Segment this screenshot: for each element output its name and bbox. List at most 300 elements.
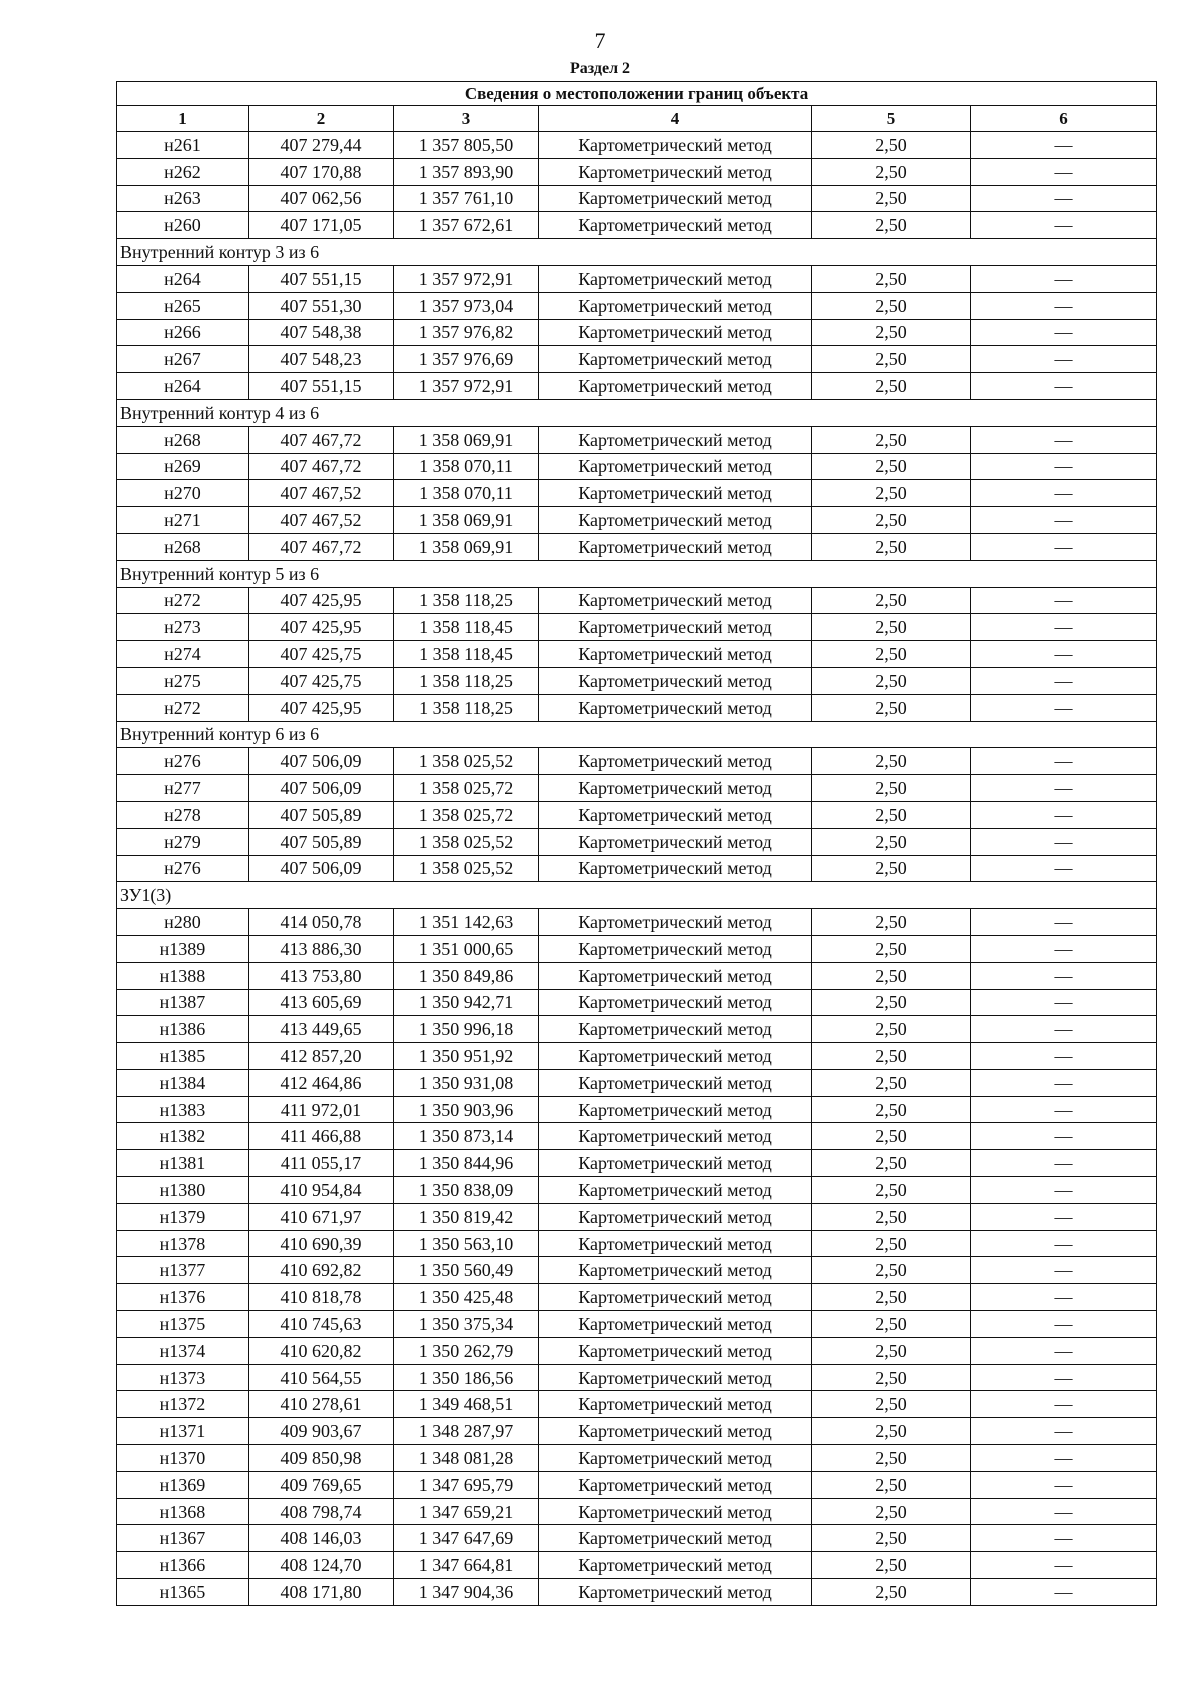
description-cell: — xyxy=(971,748,1157,775)
description-cell: — xyxy=(971,962,1157,989)
x-coordinate-cell: 408 171,80 xyxy=(249,1579,394,1606)
description-cell: — xyxy=(971,1230,1157,1257)
method-cell: Картометрический метод xyxy=(539,1257,812,1284)
table-row xyxy=(117,265,1157,292)
x-coordinate-cell: 414 050,78 xyxy=(249,909,394,936)
accuracy-cell: 2,50 xyxy=(812,1498,971,1525)
accuracy-cell: 2,50 xyxy=(812,1284,971,1311)
description-cell: — xyxy=(971,480,1157,507)
description-cell: — xyxy=(971,667,1157,694)
point-id-cell: н1388 xyxy=(117,962,249,989)
accuracy-cell: 2,50 xyxy=(812,185,971,212)
accuracy-cell: 2,50 xyxy=(812,801,971,828)
point-id-cell: н1378 xyxy=(117,1230,249,1257)
y-coordinate-cell: 1 357 976,69 xyxy=(394,346,539,373)
point-id-cell: н269 xyxy=(117,453,249,480)
point-id-cell: н276 xyxy=(117,855,249,882)
method-cell: Картометрический метод xyxy=(539,1445,812,1472)
x-coordinate-cell: 410 954,84 xyxy=(249,1177,394,1204)
y-coordinate-cell: 1 358 025,72 xyxy=(394,801,539,828)
description-cell: — xyxy=(971,212,1157,239)
contour-header-row xyxy=(117,721,1157,748)
contour-header-row xyxy=(117,560,1157,587)
method-cell: Картометрический метод xyxy=(539,319,812,346)
x-coordinate-cell: 410 690,39 xyxy=(249,1230,394,1257)
accuracy-cell: 2,50 xyxy=(812,533,971,560)
table-caption-row xyxy=(117,82,1157,106)
accuracy-cell: 2,50 xyxy=(812,962,971,989)
table-row xyxy=(117,801,1157,828)
point-id-cell: н263 xyxy=(117,185,249,212)
table-row xyxy=(117,1552,1157,1579)
method-cell: Картометрический метод xyxy=(539,1525,812,1552)
point-id-cell: н264 xyxy=(117,265,249,292)
method-cell: Картометрический метод xyxy=(539,1069,812,1096)
contour-label: ЗУ1(3) xyxy=(117,882,1157,909)
point-id-cell: н1375 xyxy=(117,1311,249,1338)
y-coordinate-cell: 1 358 118,45 xyxy=(394,614,539,641)
point-id-cell: н1381 xyxy=(117,1150,249,1177)
page-number: 7 xyxy=(594,28,606,53)
point-id-cell: н1377 xyxy=(117,1257,249,1284)
table-row xyxy=(117,1069,1157,1096)
accuracy-cell: 2,50 xyxy=(812,587,971,614)
y-coordinate-cell: 1 347 659,21 xyxy=(394,1498,539,1525)
boundary-table xyxy=(116,81,1157,1606)
accuracy-cell: 2,50 xyxy=(812,1364,971,1391)
accuracy-cell: 2,50 xyxy=(812,1552,971,1579)
x-coordinate-cell: 407 171,05 xyxy=(249,212,394,239)
y-coordinate-cell: 1 358 118,25 xyxy=(394,587,539,614)
point-id-cell: н1383 xyxy=(117,1096,249,1123)
point-id-cell: н262 xyxy=(117,158,249,185)
accuracy-cell: 2,50 xyxy=(812,1391,971,1418)
accuracy-cell: 2,50 xyxy=(812,1311,971,1338)
description-cell: — xyxy=(971,1391,1157,1418)
method-cell: Картометрический метод xyxy=(539,614,812,641)
y-coordinate-cell: 1 350 375,34 xyxy=(394,1311,539,1338)
x-coordinate-cell: 408 798,74 xyxy=(249,1498,394,1525)
description-cell: — xyxy=(971,426,1157,453)
table-row xyxy=(117,1525,1157,1552)
method-cell: Картометрический метод xyxy=(539,641,812,668)
table-row xyxy=(117,185,1157,212)
y-coordinate-cell: 1 350 942,71 xyxy=(394,989,539,1016)
description-cell: — xyxy=(971,453,1157,480)
y-coordinate-cell: 1 358 070,11 xyxy=(394,453,539,480)
table-row xyxy=(117,507,1157,534)
table-row xyxy=(117,1150,1157,1177)
accuracy-cell: 2,50 xyxy=(812,292,971,319)
table-row xyxy=(117,453,1157,480)
description-cell: — xyxy=(971,1069,1157,1096)
method-cell: Картометрический метод xyxy=(539,426,812,453)
description-cell: — xyxy=(971,132,1157,159)
description-cell: — xyxy=(971,158,1157,185)
point-id-cell: н272 xyxy=(117,694,249,721)
point-id-cell: н1365 xyxy=(117,1579,249,1606)
point-id-cell: н1372 xyxy=(117,1391,249,1418)
y-coordinate-cell: 1 357 973,04 xyxy=(394,292,539,319)
description-cell: — xyxy=(971,1043,1157,1070)
description-cell: — xyxy=(971,801,1157,828)
y-coordinate-cell: 1 347 695,79 xyxy=(394,1471,539,1498)
method-cell: Картометрический метод xyxy=(539,1498,812,1525)
x-coordinate-cell: 410 745,63 xyxy=(249,1311,394,1338)
y-coordinate-cell: 1 357 805,50 xyxy=(394,132,539,159)
y-coordinate-cell: 1 358 025,52 xyxy=(394,748,539,775)
method-cell: Картометрический метод xyxy=(539,1364,812,1391)
x-coordinate-cell: 408 124,70 xyxy=(249,1552,394,1579)
x-coordinate-cell: 407 505,89 xyxy=(249,828,394,855)
point-id-cell: н273 xyxy=(117,614,249,641)
point-id-cell: н276 xyxy=(117,748,249,775)
y-coordinate-cell: 1 350 849,86 xyxy=(394,962,539,989)
method-cell: Картометрический метод xyxy=(539,1471,812,1498)
point-id-cell: н277 xyxy=(117,775,249,802)
accuracy-cell: 2,50 xyxy=(812,775,971,802)
description-cell: — xyxy=(971,1525,1157,1552)
table-row xyxy=(117,1284,1157,1311)
x-coordinate-cell: 410 620,82 xyxy=(249,1337,394,1364)
point-id-cell: н1373 xyxy=(117,1364,249,1391)
y-coordinate-cell: 1 347 904,36 xyxy=(394,1579,539,1606)
accuracy-cell: 2,50 xyxy=(812,453,971,480)
column-number: 2 xyxy=(249,106,394,132)
description-cell: — xyxy=(971,935,1157,962)
description-cell: — xyxy=(971,1418,1157,1445)
y-coordinate-cell: 1 347 664,81 xyxy=(394,1552,539,1579)
accuracy-cell: 2,50 xyxy=(812,426,971,453)
x-coordinate-cell: 410 671,97 xyxy=(249,1203,394,1230)
point-id-cell: н1379 xyxy=(117,1203,249,1230)
y-coordinate-cell: 1 350 262,79 xyxy=(394,1337,539,1364)
table-row xyxy=(117,1579,1157,1606)
method-cell: Картометрический метод xyxy=(539,1043,812,1070)
contour-label: Внутренний контур 3 из 6 xyxy=(117,239,1157,266)
point-id-cell: н1380 xyxy=(117,1177,249,1204)
contour-header-row xyxy=(117,399,1157,426)
point-id-cell: н1389 xyxy=(117,935,249,962)
point-id-cell: н1384 xyxy=(117,1069,249,1096)
method-cell: Картометрический метод xyxy=(539,533,812,560)
y-coordinate-cell: 1 358 118,25 xyxy=(394,694,539,721)
table-row xyxy=(117,855,1157,882)
point-id-cell: н268 xyxy=(117,426,249,453)
method-cell: Картометрический метод xyxy=(539,212,812,239)
point-id-cell: н265 xyxy=(117,292,249,319)
y-coordinate-cell: 1 349 468,51 xyxy=(394,1391,539,1418)
point-id-cell: н279 xyxy=(117,828,249,855)
column-number: 3 xyxy=(394,106,539,132)
x-coordinate-cell: 407 425,95 xyxy=(249,614,394,641)
accuracy-cell: 2,50 xyxy=(812,1230,971,1257)
table-row xyxy=(117,1337,1157,1364)
method-cell: Картометрический метод xyxy=(539,346,812,373)
table-row xyxy=(117,132,1157,159)
accuracy-cell: 2,50 xyxy=(812,373,971,400)
point-id-cell: н267 xyxy=(117,346,249,373)
table-row xyxy=(117,1445,1157,1472)
x-coordinate-cell: 407 551,30 xyxy=(249,292,394,319)
description-cell: — xyxy=(971,855,1157,882)
y-coordinate-cell: 1 357 761,10 xyxy=(394,185,539,212)
description-cell: — xyxy=(971,1445,1157,1472)
method-cell: Картометрический метод xyxy=(539,909,812,936)
y-coordinate-cell: 1 357 972,91 xyxy=(394,373,539,400)
description-cell: — xyxy=(971,1203,1157,1230)
description-cell: — xyxy=(971,775,1157,802)
method-cell: Картометрический метод xyxy=(539,989,812,1016)
x-coordinate-cell: 407 506,09 xyxy=(249,775,394,802)
y-coordinate-cell: 1 350 563,10 xyxy=(394,1230,539,1257)
method-cell: Картометрический метод xyxy=(539,1123,812,1150)
point-id-cell: н260 xyxy=(117,212,249,239)
description-cell: — xyxy=(971,1337,1157,1364)
accuracy-cell: 2,50 xyxy=(812,1525,971,1552)
section-title: Раздел 2 xyxy=(569,60,631,77)
method-cell: Картометрический метод xyxy=(539,667,812,694)
table-row xyxy=(117,1257,1157,1284)
x-coordinate-cell: 407 548,38 xyxy=(249,319,394,346)
y-coordinate-cell: 1 358 118,25 xyxy=(394,667,539,694)
accuracy-cell: 2,50 xyxy=(812,1177,971,1204)
table-row xyxy=(117,292,1157,319)
method-cell: Картометрический метод xyxy=(539,132,812,159)
description-cell: — xyxy=(971,641,1157,668)
table-row xyxy=(117,1016,1157,1043)
x-coordinate-cell: 411 055,17 xyxy=(249,1150,394,1177)
point-id-cell: н1368 xyxy=(117,1498,249,1525)
x-coordinate-cell: 408 146,03 xyxy=(249,1525,394,1552)
y-coordinate-cell: 1 350 996,18 xyxy=(394,1016,539,1043)
x-coordinate-cell: 413 753,80 xyxy=(249,962,394,989)
y-coordinate-cell: 1 358 025,72 xyxy=(394,775,539,802)
method-cell: Картометрический метод xyxy=(539,1230,812,1257)
y-coordinate-cell: 1 348 081,28 xyxy=(394,1445,539,1472)
method-cell: Картометрический метод xyxy=(539,828,812,855)
description-cell: — xyxy=(971,292,1157,319)
table-row xyxy=(117,962,1157,989)
description-cell: — xyxy=(971,265,1157,292)
description-cell: — xyxy=(971,614,1157,641)
method-cell: Картометрический метод xyxy=(539,158,812,185)
accuracy-cell: 2,50 xyxy=(812,1579,971,1606)
point-id-cell: н272 xyxy=(117,587,249,614)
accuracy-cell: 2,50 xyxy=(812,1471,971,1498)
point-id-cell: н275 xyxy=(117,667,249,694)
x-coordinate-cell: 407 425,95 xyxy=(249,587,394,614)
y-coordinate-cell: 1 357 672,61 xyxy=(394,212,539,239)
contour-header-row xyxy=(117,882,1157,909)
method-cell: Картометрический метод xyxy=(539,587,812,614)
table-row xyxy=(117,1498,1157,1525)
y-coordinate-cell: 1 347 647,69 xyxy=(394,1525,539,1552)
y-coordinate-cell: 1 350 819,42 xyxy=(394,1203,539,1230)
point-id-cell: н280 xyxy=(117,909,249,936)
x-coordinate-cell: 410 692,82 xyxy=(249,1257,394,1284)
accuracy-cell: 2,50 xyxy=(812,989,971,1016)
table-row xyxy=(117,1471,1157,1498)
table-row xyxy=(117,1418,1157,1445)
table-row xyxy=(117,346,1157,373)
y-coordinate-cell: 1 357 893,90 xyxy=(394,158,539,185)
method-cell: Картометрический метод xyxy=(539,775,812,802)
method-cell: Картометрический метод xyxy=(539,1337,812,1364)
description-cell: — xyxy=(971,1284,1157,1311)
method-cell: Картометрический метод xyxy=(539,694,812,721)
description-cell: — xyxy=(971,1311,1157,1338)
table-caption: Сведения о местоположении границ объекта xyxy=(117,82,1157,106)
column-number-row xyxy=(117,106,1157,132)
method-cell: Картометрический метод xyxy=(539,1579,812,1606)
point-id-cell: н278 xyxy=(117,801,249,828)
y-coordinate-cell: 1 350 425,48 xyxy=(394,1284,539,1311)
accuracy-cell: 2,50 xyxy=(812,1337,971,1364)
method-cell: Картометрический метод xyxy=(539,1150,812,1177)
point-id-cell: н1366 xyxy=(117,1552,249,1579)
table-row xyxy=(117,587,1157,614)
method-cell: Картометрический метод xyxy=(539,962,812,989)
accuracy-cell: 2,50 xyxy=(812,265,971,292)
x-coordinate-cell: 411 972,01 xyxy=(249,1096,394,1123)
accuracy-cell: 2,50 xyxy=(812,748,971,775)
point-id-cell: н264 xyxy=(117,373,249,400)
y-coordinate-cell: 1 350 560,49 xyxy=(394,1257,539,1284)
point-id-cell: н1387 xyxy=(117,989,249,1016)
accuracy-cell: 2,50 xyxy=(812,1096,971,1123)
method-cell: Картометрический метод xyxy=(539,748,812,775)
accuracy-cell: 2,50 xyxy=(812,641,971,668)
table-row xyxy=(117,1311,1157,1338)
description-cell: — xyxy=(971,507,1157,534)
table-row xyxy=(117,748,1157,775)
accuracy-cell: 2,50 xyxy=(812,1418,971,1445)
accuracy-cell: 2,50 xyxy=(812,1257,971,1284)
accuracy-cell: 2,50 xyxy=(812,480,971,507)
accuracy-cell: 2,50 xyxy=(812,909,971,936)
method-cell: Картометрический метод xyxy=(539,935,812,962)
description-cell: — xyxy=(971,694,1157,721)
x-coordinate-cell: 412 857,20 xyxy=(249,1043,394,1070)
accuracy-cell: 2,50 xyxy=(812,667,971,694)
x-coordinate-cell: 409 903,67 xyxy=(249,1418,394,1445)
method-cell: Картометрический метод xyxy=(539,1552,812,1579)
point-id-cell: н1386 xyxy=(117,1016,249,1043)
x-coordinate-cell: 407 467,52 xyxy=(249,480,394,507)
description-cell: — xyxy=(971,1257,1157,1284)
accuracy-cell: 2,50 xyxy=(812,319,971,346)
method-cell: Картометрический метод xyxy=(539,1311,812,1338)
description-cell: — xyxy=(971,989,1157,1016)
point-id-cell: н1385 xyxy=(117,1043,249,1070)
x-coordinate-cell: 407 506,09 xyxy=(249,748,394,775)
accuracy-cell: 2,50 xyxy=(812,212,971,239)
table-row xyxy=(117,212,1157,239)
description-cell: — xyxy=(971,373,1157,400)
y-coordinate-cell: 1 358 069,91 xyxy=(394,533,539,560)
accuracy-cell: 2,50 xyxy=(812,1150,971,1177)
x-coordinate-cell: 407 551,15 xyxy=(249,373,394,400)
point-id-cell: н1370 xyxy=(117,1445,249,1472)
description-cell: — xyxy=(971,346,1157,373)
y-coordinate-cell: 1 357 972,91 xyxy=(394,265,539,292)
x-coordinate-cell: 407 279,44 xyxy=(249,132,394,159)
method-cell: Картометрический метод xyxy=(539,265,812,292)
table-row xyxy=(117,694,1157,721)
description-cell: — xyxy=(971,1498,1157,1525)
y-coordinate-cell: 1 351 000,65 xyxy=(394,935,539,962)
method-cell: Картометрический метод xyxy=(539,185,812,212)
accuracy-cell: 2,50 xyxy=(812,694,971,721)
accuracy-cell: 2,50 xyxy=(812,1445,971,1472)
point-id-cell: н266 xyxy=(117,319,249,346)
x-coordinate-cell: 407 467,52 xyxy=(249,507,394,534)
table-row xyxy=(117,614,1157,641)
x-coordinate-cell: 407 062,56 xyxy=(249,185,394,212)
description-cell: — xyxy=(971,1579,1157,1606)
method-cell: Картометрический метод xyxy=(539,801,812,828)
x-coordinate-cell: 407 505,89 xyxy=(249,801,394,828)
accuracy-cell: 2,50 xyxy=(812,935,971,962)
table-row xyxy=(117,667,1157,694)
accuracy-cell: 2,50 xyxy=(812,132,971,159)
description-cell: — xyxy=(971,1364,1157,1391)
accuracy-cell: 2,50 xyxy=(812,1069,971,1096)
table-row xyxy=(117,319,1157,346)
method-cell: Картометрический метод xyxy=(539,1284,812,1311)
method-cell: Картометрический метод xyxy=(539,1203,812,1230)
table-row xyxy=(117,1123,1157,1150)
point-id-cell: н270 xyxy=(117,480,249,507)
accuracy-cell: 2,50 xyxy=(812,1203,971,1230)
description-cell: — xyxy=(971,909,1157,936)
y-coordinate-cell: 1 351 142,63 xyxy=(394,909,539,936)
table-row xyxy=(117,1177,1157,1204)
y-coordinate-cell: 1 350 951,92 xyxy=(394,1043,539,1070)
contour-label: Внутренний контур 4 из 6 xyxy=(117,399,1157,426)
point-id-cell: н271 xyxy=(117,507,249,534)
method-cell: Картометрический метод xyxy=(539,292,812,319)
accuracy-cell: 2,50 xyxy=(812,1043,971,1070)
method-cell: Картометрический метод xyxy=(539,1177,812,1204)
point-id-cell: н1371 xyxy=(117,1418,249,1445)
description-cell: — xyxy=(971,319,1157,346)
x-coordinate-cell: 407 467,72 xyxy=(249,453,394,480)
y-coordinate-cell: 1 350 838,09 xyxy=(394,1177,539,1204)
column-number: 4 xyxy=(539,106,812,132)
description-cell: — xyxy=(971,828,1157,855)
table-row xyxy=(117,533,1157,560)
description-cell: — xyxy=(971,1552,1157,1579)
method-cell: Картометрический метод xyxy=(539,1016,812,1043)
method-cell: Картометрический метод xyxy=(539,373,812,400)
accuracy-cell: 2,50 xyxy=(812,1016,971,1043)
accuracy-cell: 2,50 xyxy=(812,158,971,185)
x-coordinate-cell: 407 425,75 xyxy=(249,641,394,668)
table-row xyxy=(117,935,1157,962)
x-coordinate-cell: 407 551,15 xyxy=(249,265,394,292)
x-coordinate-cell: 407 548,23 xyxy=(249,346,394,373)
x-coordinate-cell: 407 506,09 xyxy=(249,855,394,882)
accuracy-cell: 2,50 xyxy=(812,346,971,373)
method-cell: Картометрический метод xyxy=(539,480,812,507)
y-coordinate-cell: 1 358 025,52 xyxy=(394,855,539,882)
table-row xyxy=(117,989,1157,1016)
contour-header-row xyxy=(117,239,1157,266)
description-cell: — xyxy=(971,1123,1157,1150)
point-id-cell: н1374 xyxy=(117,1337,249,1364)
